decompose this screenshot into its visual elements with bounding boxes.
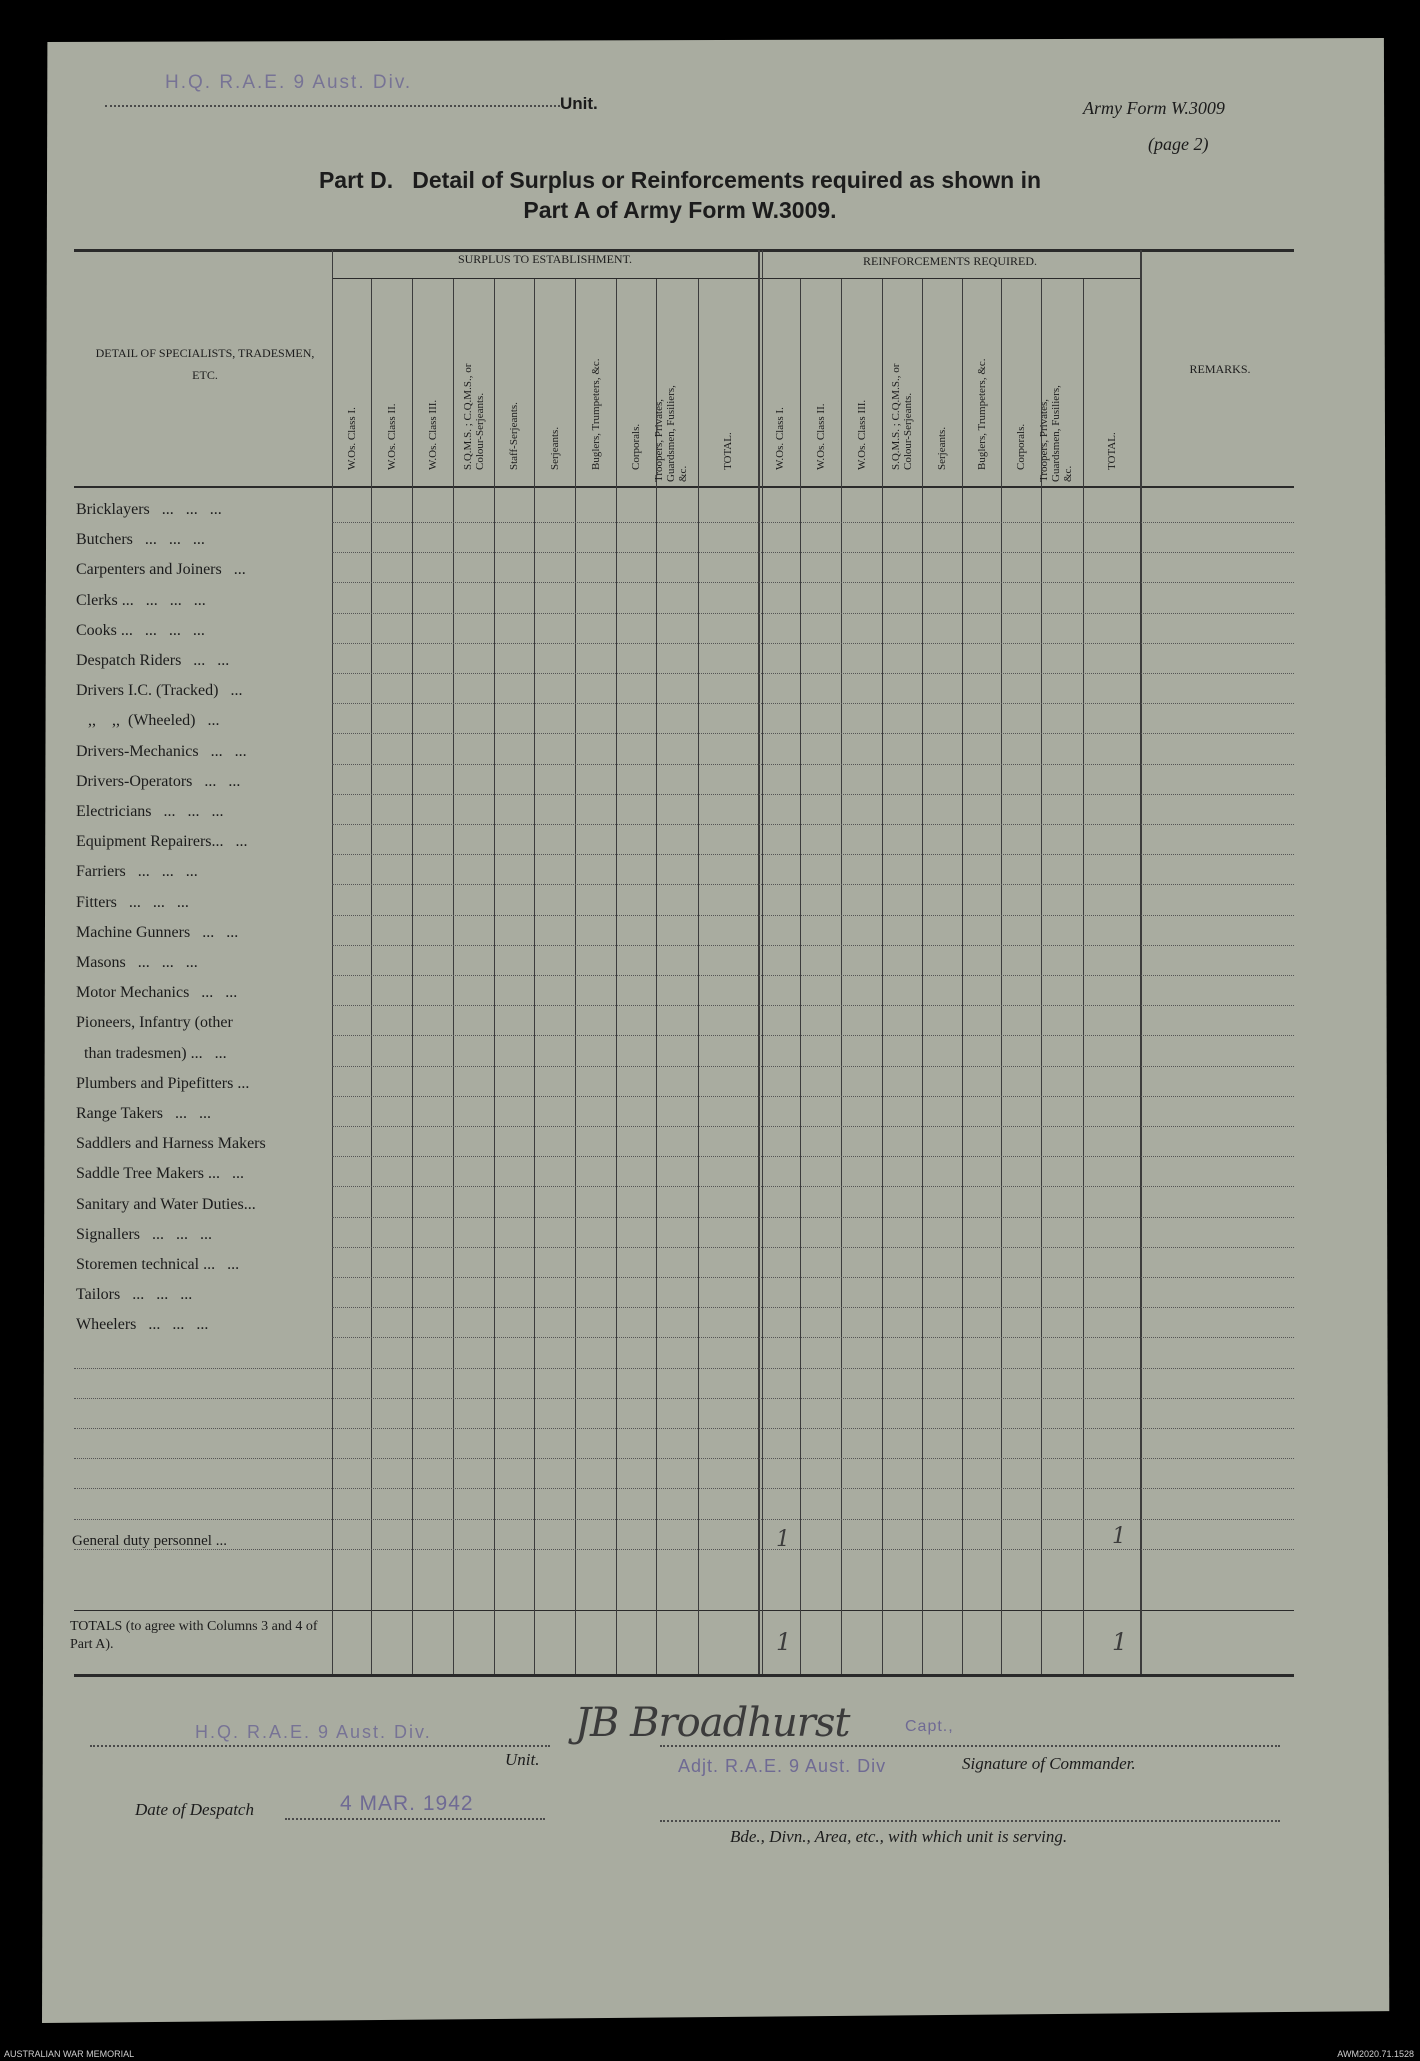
trade-row-label: Despatch Riders ... ...	[76, 652, 230, 669]
general-duty-reinf-class1: 1	[776, 1527, 790, 1552]
surplus-column-divider	[494, 279, 495, 1674]
reinforce-header: REINFORCEMENTS REQUIRED.	[862, 254, 1037, 268]
trade-row-label: Drivers I.C. (Tracked) ...	[76, 682, 243, 700]
trade-row-label: Electricians ... ... ...	[76, 803, 224, 820]
surplus-column-divider	[534, 279, 535, 1674]
trade-row-label: Sanitary and Water Duties...	[76, 1195, 256, 1213]
trade-row-label: Butchers ... ... ...	[76, 531, 205, 549]
table-row	[332, 673, 1294, 674]
table-row	[332, 1186, 1294, 1187]
table-row	[332, 582, 1294, 583]
general-duty-label: General duty personnel ...	[72, 1533, 227, 1549]
commander-signature: JB Broadhurst	[575, 1700, 850, 1746]
reinforce-column-header: Troopers, Privates, Guardsmen, Fusiliers, &c.	[1038, 385, 1074, 482]
archive-credit: AUSTRALIAN WAR MEMORIAL	[4, 2049, 135, 2059]
table-row	[332, 522, 1294, 523]
reinforce-column-divider	[962, 279, 963, 1674]
form-title-line2: Part A of Army Form W.3009.	[523, 197, 837, 223]
trade-row-label: Carpenters and Joiners ...	[76, 561, 246, 579]
surplus-column-header: Troopers, Privates, Guardsmen, Fusiliers, &c.	[653, 385, 689, 482]
table-row	[74, 1458, 1294, 1459]
trade-row-label: Drivers-Mechanics ... ...	[76, 742, 247, 760]
general-duty-reinf-total: 1	[1112, 1524, 1126, 1549]
table-row	[74, 1549, 1294, 1550]
table-row	[74, 1488, 1294, 1489]
trade-row-label: Plumbers and Pipefitters ...	[76, 1074, 250, 1092]
reinforce-column-divider	[1083, 279, 1084, 1674]
table-row	[332, 1337, 1294, 1338]
table-row	[332, 1096, 1294, 1097]
surplus-column-header: Corporals.	[630, 423, 642, 470]
header-bottom-rule	[74, 486, 1294, 488]
table-row	[332, 1005, 1294, 1006]
surplus-column-header: W.Os. Class I.	[345, 407, 358, 470]
reinforce-column-divider	[1041, 279, 1042, 1674]
surplus-column-header: TOTAL.	[722, 432, 734, 470]
table-row	[332, 1035, 1294, 1036]
footer-unit-line	[90, 1745, 550, 1747]
table-row	[332, 1156, 1294, 1157]
trade-row-label: Bricklayers ... ... ...	[76, 501, 222, 518]
signature-line	[660, 1745, 1280, 1747]
form-title-line1: Part D. Detail of Surplus or Reinforcements required as shown in	[318, 167, 1042, 193]
archive-reference: AWM2020.71.1528	[1337, 2049, 1414, 2059]
date-line	[285, 1818, 545, 1820]
trade-row-label: Fitters ... ... ...	[76, 893, 189, 911]
trade-row-label: Clerks ... ... ... ...	[76, 591, 206, 609]
surplus-header: SURPLUS TO ESTABLISHMENT.	[457, 252, 633, 266]
table-row	[332, 764, 1294, 765]
trade-row-label: Tailors ... ... ...	[76, 1286, 193, 1304]
surplus-column-header: Staff-Serjeants.	[508, 402, 520, 470]
table-row	[332, 613, 1294, 614]
surplus-reinforce-divider	[762, 250, 763, 1674]
surplus-reinforce-divider	[758, 250, 760, 1674]
table-row	[332, 1247, 1294, 1248]
table-row	[332, 1217, 1294, 1218]
reinforce-column-header: Serjeants.	[936, 426, 948, 470]
reinforce-column-header: W.Os. Class III.	[855, 399, 868, 470]
table-row	[332, 1277, 1294, 1278]
surplus-column-divider	[656, 279, 657, 1674]
trade-row-label: Signallers ... ... ...	[76, 1225, 212, 1243]
page-number: (page 2)	[1148, 134, 1209, 154]
detail-column-divider	[332, 250, 333, 1674]
reinforce-column-header: Buglers, Trumpeters, &c.	[975, 358, 988, 470]
table-row	[332, 1307, 1294, 1308]
table-row	[74, 1368, 1294, 1369]
surplus-column-header: W.Os. Class III.	[426, 399, 439, 470]
reinforce-column-header: W.Os. Class II.	[814, 403, 827, 470]
trade-row-label: Saddlers and Harness Makers	[76, 1135, 266, 1153]
trade-row-label: Cooks ... ... ... ...	[76, 621, 205, 639]
trade-row-label: Storemen technical ... ...	[76, 1256, 240, 1273]
table-row	[332, 854, 1294, 855]
unit-stamp: H.Q. R.A.E. 9 Aust. Div.	[165, 72, 413, 93]
totals-label: TOTALS (to agree with Columns 3 and 4 of Part A).	[70, 1619, 318, 1652]
trade-row-label: Equipment Repairers... ...	[76, 833, 248, 851]
unit-label: Unit.	[560, 94, 598, 113]
surplus-column-header: Buglers, Trumpeters, &c.	[589, 358, 602, 470]
table-row	[332, 643, 1294, 644]
reinforce-column-divider	[800, 279, 801, 1674]
signature-rank: Capt.,	[905, 1718, 954, 1735]
trade-row-label: Machine Gunners ... ...	[76, 923, 239, 941]
reinforce-column-header: Corporals.	[1015, 423, 1027, 470]
table-row	[332, 824, 1294, 825]
trade-row-label: Farriers ... ... ...	[76, 863, 198, 881]
remarks-header: REMARKS.	[1189, 362, 1251, 376]
reinforce-column-header: S.Q.M.S. ; C.Q.M.S., or Colour-Serjeants.	[890, 363, 914, 470]
footer-unit-stamp: H.Q. R.A.E. 9 Aust. Div.	[195, 1722, 432, 1742]
totals-reinf-total: 1	[1112, 1628, 1128, 1656]
table-row	[332, 1066, 1294, 1067]
remarks-divider	[1140, 250, 1142, 1674]
table-row	[332, 945, 1294, 946]
table-row	[332, 703, 1294, 704]
table-row	[74, 1428, 1294, 1429]
reinforce-column-header: W.Os. Class I.	[774, 407, 786, 470]
reinforce-column-divider	[882, 279, 883, 1674]
trade-row-label: Masons ... ... ...	[76, 954, 198, 971]
trade-row-label: ,, ,, (Wheeled) ...	[76, 712, 220, 730]
surplus-column-divider	[698, 279, 699, 1674]
table-row	[332, 884, 1294, 885]
trade-row-label: Wheelers ... ... ...	[76, 1316, 209, 1334]
reinforce-column-header: TOTAL.	[1105, 432, 1118, 470]
serving-line	[660, 1820, 1280, 1822]
surplus-column-header: W.Os. Class II.	[385, 403, 398, 470]
surplus-column-divider	[453, 279, 454, 1674]
serving-label: Bde., Divn., Area, etc., with which unit is serving.	[730, 1827, 1068, 1846]
trade-row-label: Range Takers ... ...	[76, 1105, 211, 1122]
surplus-column-divider	[616, 279, 617, 1674]
surplus-column-divider	[371, 279, 372, 1674]
table-row	[332, 915, 1294, 916]
table-row	[74, 1398, 1294, 1399]
trade-row-label: Drivers-Operators ... ...	[76, 772, 241, 790]
trade-row-label: Pioneers, Infantry (other	[76, 1014, 233, 1032]
surplus-column-divider	[412, 279, 413, 1674]
table-bottom-rule	[74, 1674, 1294, 1677]
table-row	[332, 975, 1294, 976]
date-stamp: 4 MAR. 1942	[340, 1792, 474, 1815]
table-row	[74, 1519, 1294, 1520]
trade-row-label: Motor Mechanics ... ...	[76, 984, 238, 1002]
table-row	[332, 552, 1294, 553]
table-row	[332, 794, 1294, 795]
trade-row-label: Saddle Tree Makers ... ...	[76, 1165, 244, 1183]
date-label: Date of Despatch	[135, 1800, 254, 1819]
table-row	[332, 733, 1294, 734]
signature-label: Signature of Commander.	[962, 1754, 1136, 1773]
reinforce-column-divider	[922, 279, 923, 1674]
table-row	[332, 1126, 1294, 1127]
detail-header: DETAIL OF SPECIALISTS, TRADESMEN, ETC.	[95, 346, 315, 382]
reinforce-column-divider	[841, 279, 842, 1674]
surplus-subheader-rule	[332, 278, 758, 279]
surplus-column-divider	[575, 279, 576, 1674]
footer-unit-label: Unit.	[505, 1750, 540, 1769]
totals-top-rule	[74, 1610, 1294, 1611]
surplus-column-header: Serjeants.	[548, 426, 561, 470]
reinforce-column-divider	[1001, 279, 1002, 1674]
form-name: Army Form W.3009	[1083, 98, 1225, 118]
trade-row-label: than tradesmen) ... ...	[76, 1044, 227, 1062]
totals-reinf-class1: 1	[776, 1628, 792, 1656]
adjt-stamp: Adjt. R.A.E. 9 Aust. Div	[678, 1756, 887, 1776]
surplus-column-header: S.Q.M.S. ; C.Q.M.S., or Colour-Serjeants.	[461, 363, 486, 470]
